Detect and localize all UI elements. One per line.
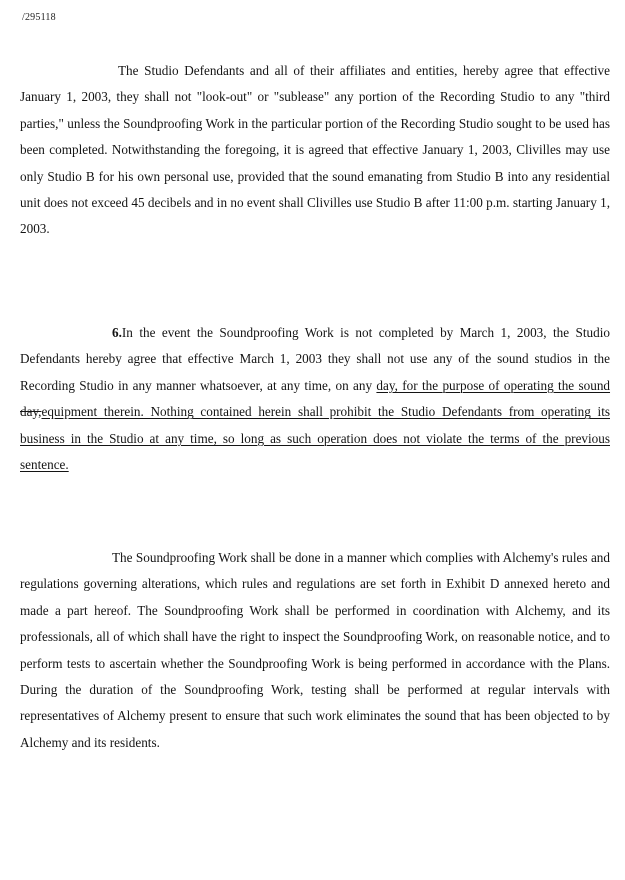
document-id: /295118 (22, 12, 56, 23)
struck-text: day, (20, 404, 42, 420)
paragraph-number: 6. (112, 325, 122, 340)
paragraph-3: The Soundproofing Work shall be done in a manner which complies with Alchemy's rules and regulations governing alterations, which rules and regulations are set forth in Exhibit D annexed hereto and made a part hereof. The Soundproofing Work shall be performed in coordination with Alchemy, and its professionals, all of which shall have the right to inspect the Soundproofing Work, on reasonable notice, and to perform tests to ascertain whether the Soundproofing Work is being performed in accordance with the Plans. During the duration of the Soundproofing Work, testing shall be performed at regular intervals with representatives of Alchemy present to ensure that such work eliminates the sound that has been objected to by Alchemy and its residents. (20, 550, 610, 750)
paragraph-1: The Studio Defendants and all of their affiliates and entities, hereby agree that effective January 1, 2003, they shall not "look-out" or "sublease" any portion of the Recording Studio to any "third parties," unless the Soundproofing Work in the particular portion of the Recording Studio sought to be used has been completed. Notwithstanding the foregoing, it is agreed that effective January 1, 2003, Clivilles may use only Studio B for his own personal use, provided that the sound emanating from Studio B into any residential unit does not exceed 45 decibels and in no event shall Clivilles use Studio B after 11:00 p.m. starting January 1, 2003. (20, 63, 610, 237)
underlined-insertion-2: equipment therein. Nothing contained herein shall prohibit the Studio Defendants from operating its business in the Studio at any time, so long as such operation does not violate the terms of the previous sentence. (20, 404, 610, 473)
underlined-insertion-1: day, for the purpose of operating the sound (376, 377, 611, 393)
paragraph-2 (20, 320, 610, 478)
paragraph-2-text: In the event the Soundproofing Work is not completed by March 1, 2003, the Studio Defendants hereby agree that effective March 1, 2003 they shall not use any of the sound studios in the Recording Studio in any manner whatsoever, at any time, on any (20, 325, 610, 393)
